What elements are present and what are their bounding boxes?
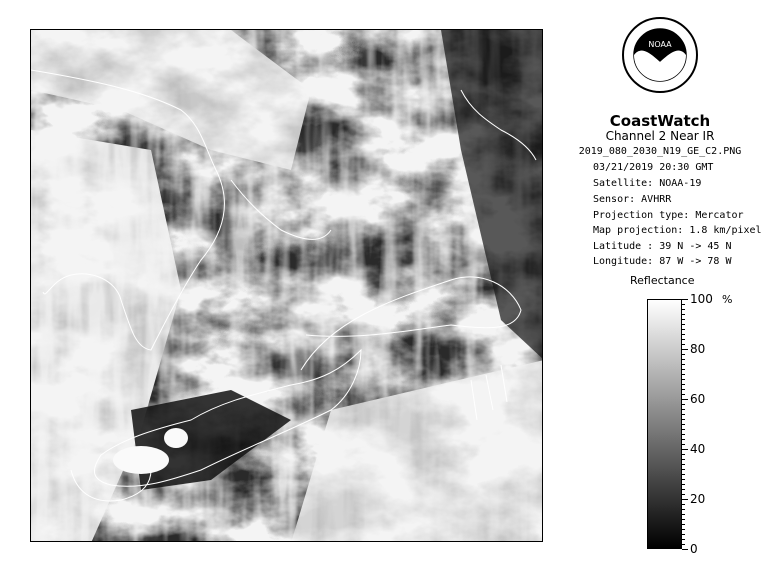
noaa-seal-icon — [621, 16, 699, 109]
colorbar-tick — [682, 384, 685, 385]
projection-text: Projection type: Mercator — [593, 210, 744, 221]
colorbar-tick — [682, 419, 685, 420]
filename-text: 2019_080_2030_N19_GE_C2.PNG — [578, 146, 742, 157]
colorbar-tick — [682, 449, 688, 450]
bright-spot-2 — [164, 428, 188, 448]
colorbar-tick — [682, 409, 685, 410]
colorbar-tick — [682, 519, 685, 520]
colorbar-tick — [682, 539, 685, 540]
colorbar-tick — [682, 404, 685, 405]
colorbar-tick — [682, 359, 685, 360]
colorbar-tick — [682, 504, 685, 505]
colorbar-tick — [682, 324, 685, 325]
datetime-text: 03/21/2019 20:30 GMT — [593, 162, 714, 173]
colorbar-tick — [682, 474, 685, 475]
colorbar-tick — [682, 464, 685, 465]
colorbar-tick-label: 0 — [690, 542, 698, 556]
longitude-text: Longitude: 87 W -> 78 W — [593, 256, 732, 267]
reflectance-colorbar — [647, 299, 682, 549]
satellite-image-canvas — [31, 30, 543, 542]
colorbar-tick — [682, 374, 685, 375]
colorbar-tick — [682, 509, 685, 510]
colorbar-tick — [682, 369, 685, 370]
colorbar-tick — [682, 429, 685, 430]
colorbar-tick-label: 100 — [690, 292, 713, 306]
colorbar-tick — [682, 524, 685, 525]
colorbar-tick — [682, 534, 685, 535]
colorbar-tick — [682, 549, 688, 550]
noaa-logo — [621, 16, 699, 109]
colorbar-tick — [682, 439, 685, 440]
colorbar-tick — [682, 484, 685, 485]
colorbar-tick — [682, 414, 685, 415]
legend-title: Reflectance — [630, 274, 695, 287]
colorbar-tick — [682, 499, 688, 500]
colorbar-tick-label: 80 — [690, 342, 706, 356]
colorbar-tick — [682, 319, 685, 320]
colorbar-tick — [682, 349, 688, 350]
colorbar-tick — [682, 454, 685, 455]
colorbar-tick — [682, 354, 685, 355]
colorbar-tick-label: 40 — [690, 442, 706, 456]
colorbar-tick-label: 20 — [690, 492, 706, 506]
colorbar-tick — [682, 364, 685, 365]
colorbar-tick — [682, 529, 685, 530]
bright-spot — [113, 446, 169, 474]
colorbar-tick — [682, 434, 685, 435]
sensor-text: Sensor: AVHRR — [593, 194, 672, 205]
colorbar-tick — [682, 514, 685, 515]
colorbar-tick — [682, 304, 685, 305]
colorbar-tick-label: 60 — [690, 392, 706, 406]
colorbar-tick — [682, 379, 685, 380]
colorbar-tick — [682, 424, 685, 425]
colorbar-tick — [682, 479, 685, 480]
colorbar-tick — [682, 309, 685, 310]
channel-title: Channel 2 Near IR — [605, 129, 715, 143]
colorbar-tick — [682, 489, 685, 490]
colorbar-tick — [682, 344, 685, 345]
brand-title: CoastWatch — [609, 112, 711, 130]
colorbar-tick — [682, 339, 685, 340]
colorbar-tick — [682, 389, 685, 390]
colorbar-tick — [682, 544, 685, 545]
noaa-logo-text: NOAA — [648, 40, 672, 49]
colorbar-tick — [682, 394, 685, 395]
map-projection-text: Map projection: 1.8 km/pixel — [593, 225, 762, 236]
satellite-text: Satellite: NOAA-19 — [593, 178, 702, 189]
colorbar-tick — [682, 459, 685, 460]
colorbar-tick — [682, 299, 688, 300]
colorbar-tick — [682, 314, 685, 315]
satellite-image — [30, 29, 543, 542]
colorbar-tick — [682, 469, 685, 470]
colorbar-tick — [682, 334, 685, 335]
latitude-text: Latitude : 39 N -> 45 N — [593, 241, 732, 252]
colorbar-tick — [682, 329, 685, 330]
colorbar-tick — [682, 399, 688, 400]
colorbar-tick — [682, 494, 685, 495]
legend-unit: % — [722, 293, 733, 306]
colorbar-tick — [682, 444, 685, 445]
